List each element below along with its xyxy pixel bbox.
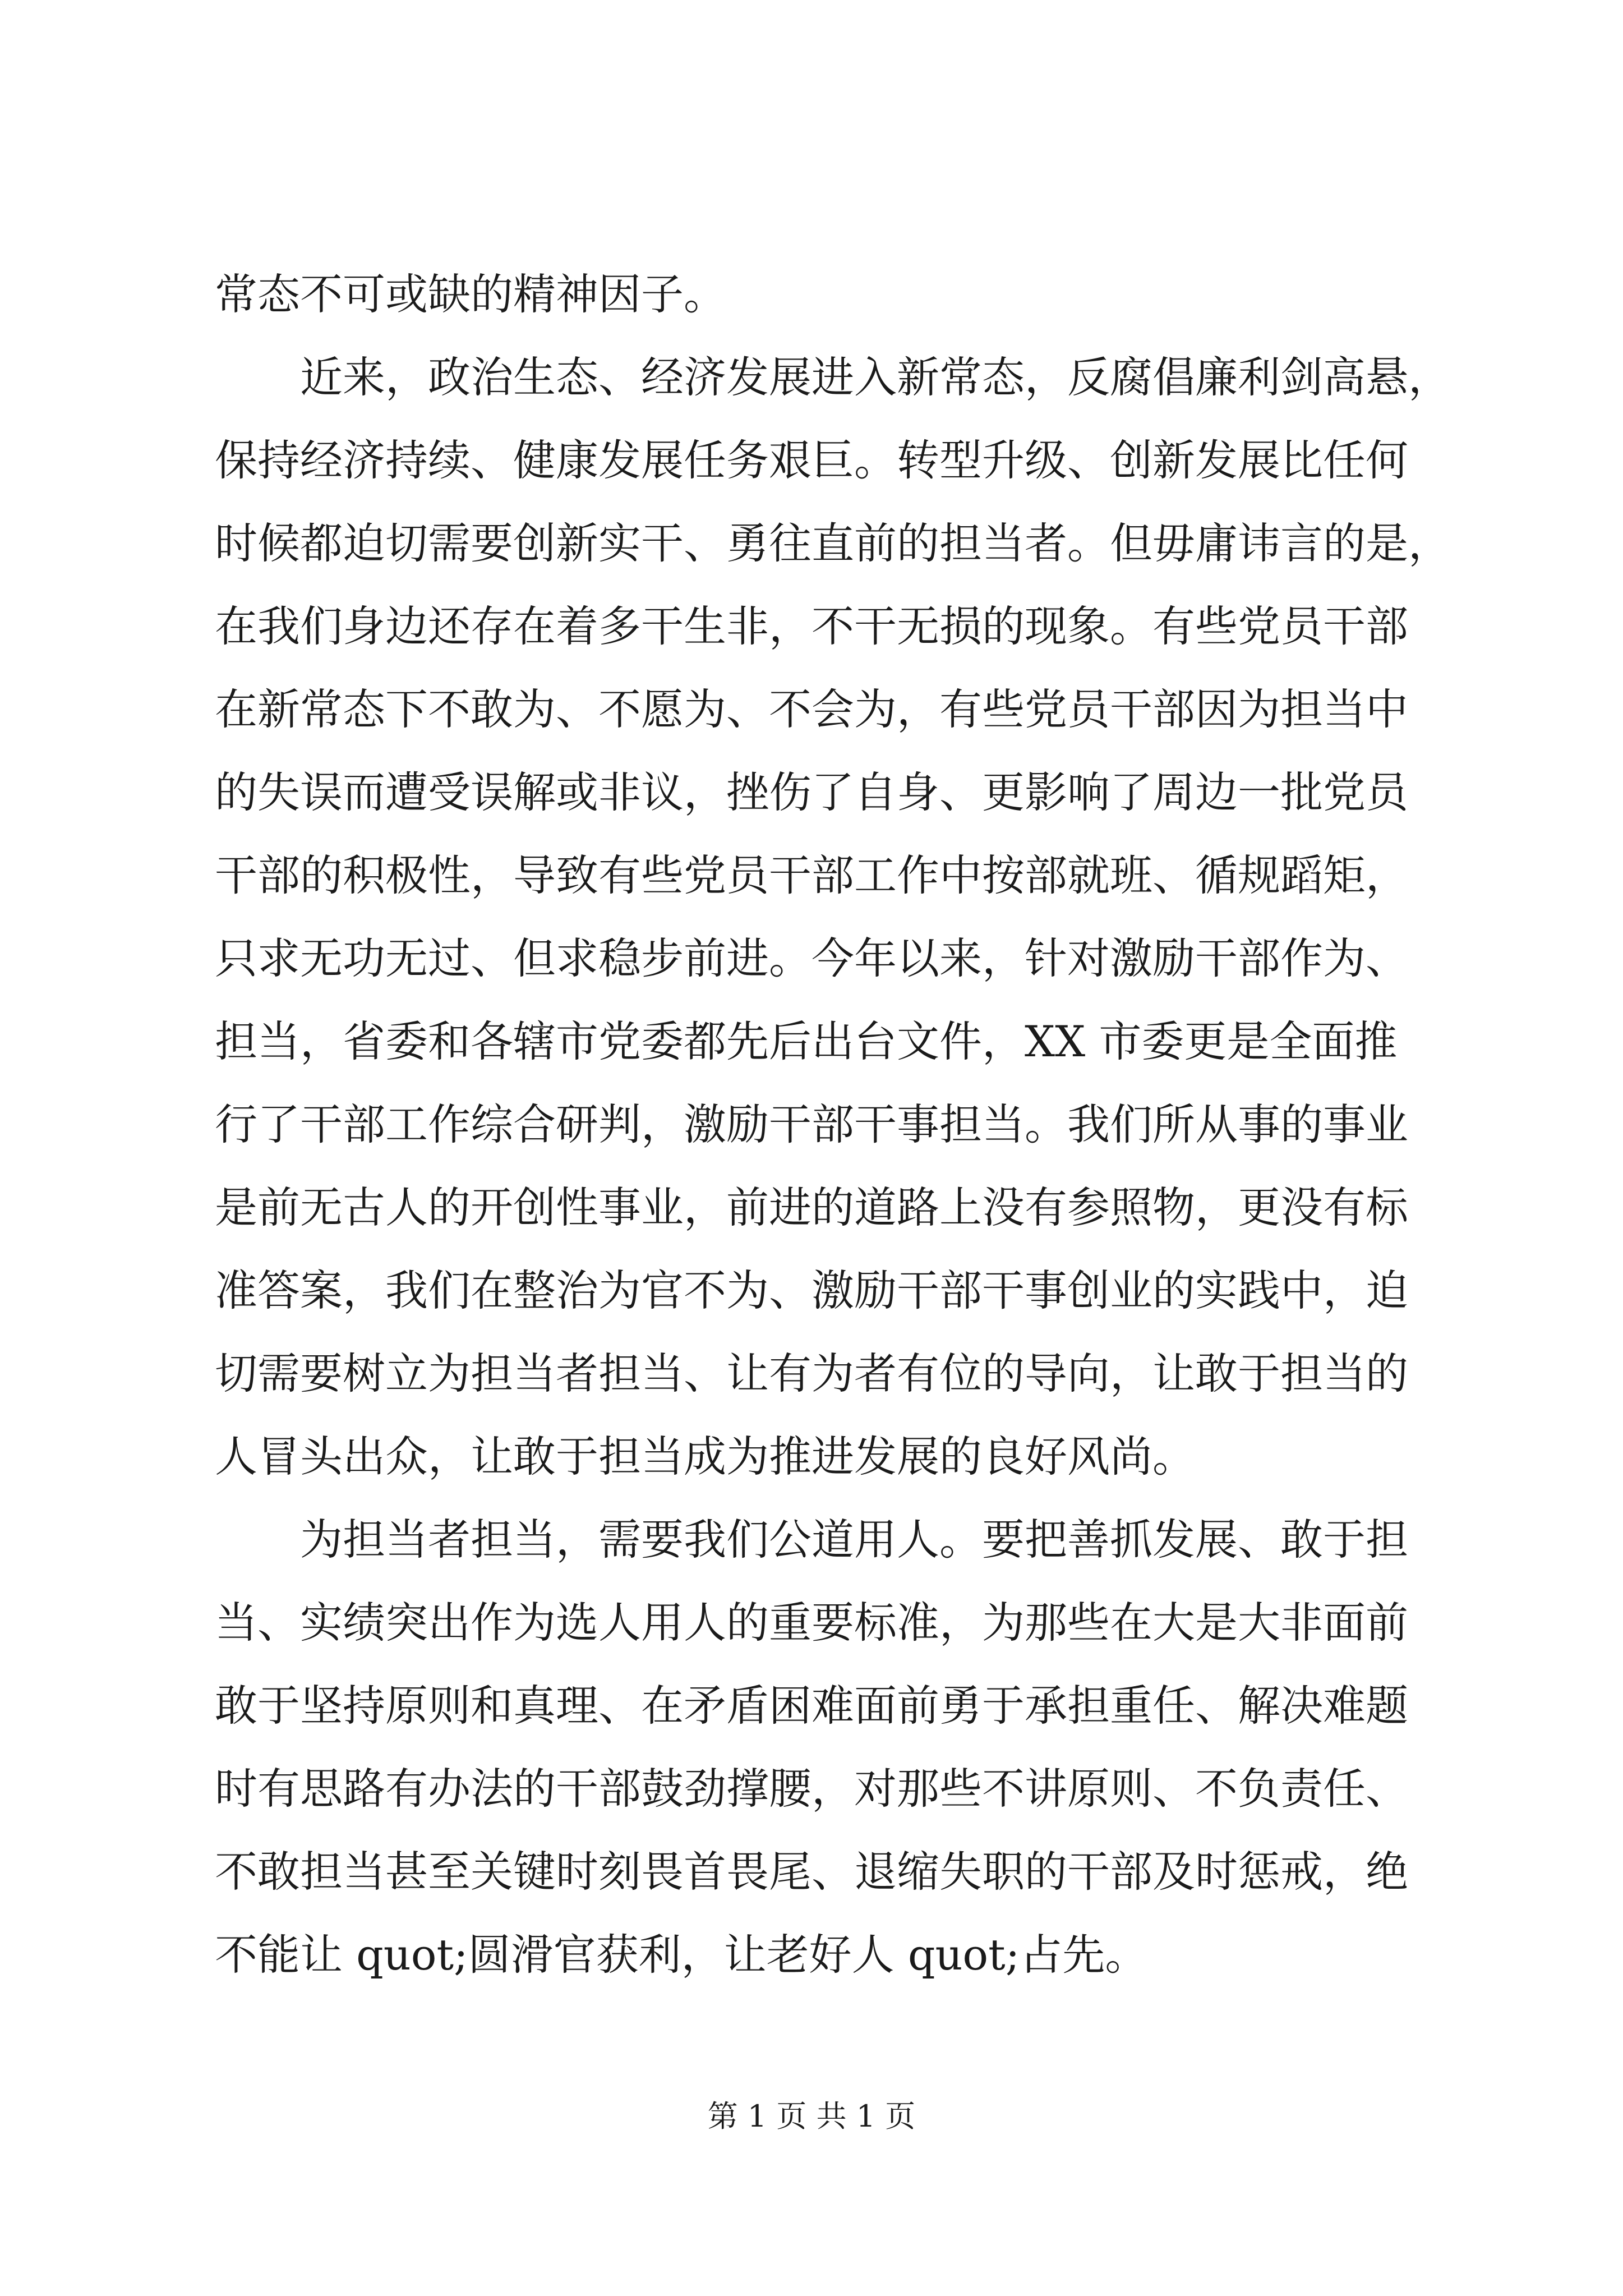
text-line: 是前无古人的开创性事业，前进的道路上没有参照物，更没有标 [215, 1182, 1408, 1232]
text-line: 常态不可或缺的精神因子。 [215, 269, 726, 319]
text-line: 人冒头出众，让敢于担当成为推进发展的良好风尚。 [215, 1432, 1195, 1481]
text-line: 敢于坚持原则和真理、在矛盾困难面前勇于承担重任、解决难题 [215, 1681, 1408, 1731]
text-line: 的失误而遭受误解或非议，挫伤了自身、更影响了周边一批党员 [215, 767, 1408, 817]
text-line: 在新常态下不敢为、不愿为、不会为，有些党员干部因为担当中 [215, 684, 1408, 734]
text-line: 干部的积极性，导致有些党员干部工作中按部就班、循规蹈矩， [215, 850, 1408, 900]
text-line: 担当，省委和各辖市党委都先后出台文件，XX 市委更是全面推 [215, 1016, 1398, 1066]
text-line: 时有思路有办法的干部鼓劲撑腰，对那些不讲原则、不负责任、 [215, 1764, 1408, 1814]
text-line: 只求无功无过、但求稳步前进。今年以来，针对激励干部作为、 [215, 933, 1408, 983]
text-line: 不敢担当甚至关键时刻畏首畏尾、退缩失职的干部及时惩戒，绝 [215, 1847, 1408, 1897]
text-line: 行了干部工作综合研判，激励干部干事担当。我们所从事的事业 [215, 1099, 1408, 1149]
paragraph-2-start: 为担当者担当，需要我们公道用人。要把善抓发展、敢于担 [300, 1515, 1408, 1565]
page-footer: 第 1 页 共 1 页 [707, 2099, 916, 2134]
text-line: 准答案，我们在整治为官不为、激励干部干事创业的实践中，迫 [215, 1266, 1408, 1315]
text-line: 切需要树立为担当者担当、让有为者有位的导向，让敢于担当的 [215, 1349, 1408, 1398]
text-line: 不能让 quot;圆滑官获利，让老好人 quot;占先。 [215, 1930, 1148, 1980]
paragraph-1-start: 近来，政治生态、经济发展进入新常态，反腐倡廉利剑高悬， [300, 352, 1451, 402]
text-line: 保持经济持续、健康发展任务艰巨。转型升级、创新发展比任何 [215, 435, 1408, 485]
text-line: 时候都迫切需要创新实干、勇往直前的担当者。但毋庸讳言的是， [215, 518, 1451, 568]
text-line: 当、实绩突出作为选人用人的重要标准，为那些在大是大非面前 [215, 1598, 1408, 1648]
text-line: 在我们身边还存在着多干生非，不干无损的现象。有些党员干部 [215, 601, 1408, 651]
